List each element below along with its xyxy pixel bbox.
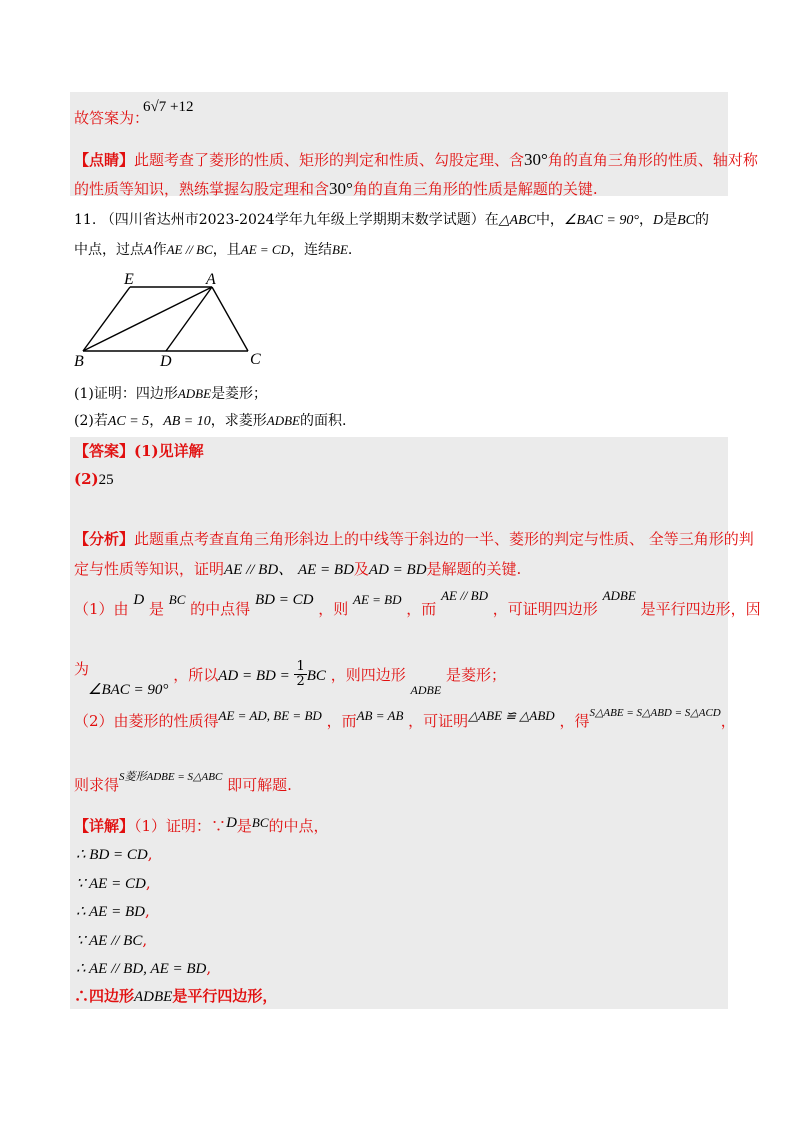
prev-answer-label: 故答案为： — [74, 109, 150, 127]
s4-text-b: 即可解题. — [227, 776, 292, 794]
s2-frac-den: 2 — [296, 673, 305, 689]
s2-text-c: ，则四边形 — [330, 666, 406, 685]
s1-pt-d: D — [133, 592, 145, 608]
comment-text-1b: 角的直角三角形的性质、轴对称 — [547, 151, 758, 169]
analysis-math-3: AD = BD — [368, 562, 427, 578]
analysis-math-1: AE // BD、 — [224, 562, 294, 578]
label-e: E — [124, 271, 134, 288]
analysis-math-2: AE = BD — [297, 562, 354, 578]
problem-text-2a: 中点，过点 — [74, 242, 144, 258]
problem-ae-eq-cd: AE = CD — [240, 242, 290, 257]
problem-line-1 — [74, 213, 709, 228]
analysis-step-1-math — [88, 654, 506, 699]
q2-text-a: (2)若 — [74, 413, 108, 429]
detail-line-7 — [74, 989, 277, 1005]
comment-text-2b: 角的直角三角形的性质是解题的关键. — [352, 180, 598, 198]
problem-zh-zuo: 作 — [152, 242, 167, 258]
comment-deg-1: 30° — [524, 150, 548, 169]
question-1 — [74, 387, 267, 401]
s1-text-d: ，而 — [406, 600, 437, 618]
q1-text-b: 是菱形； — [211, 386, 268, 402]
answer-part-1: (1)见详解 — [134, 442, 204, 460]
s1-text-a: （1）由 — [74, 600, 129, 618]
problem-source: （四川省达州市2023-2024学年九年级上学期期末数学试题）在 — [100, 212, 499, 228]
segment-ad — [166, 287, 212, 351]
s2-seg-bc: BC — [306, 668, 326, 685]
problem-angle-bac: ∠BAC = 90° — [563, 213, 639, 228]
analysis-text-1: 此题重点考查直角三角形斜边上的中线等于斜边的一半、菱形的判定与性质、 全等三角形的判 — [134, 530, 754, 548]
analysis-tag: 【分析】 — [74, 530, 135, 548]
detail-line-2 — [76, 847, 153, 863]
problem-period: . — [347, 242, 353, 258]
s1-is: 是 — [148, 600, 164, 618]
s3-congruence: △ABE ≌ △ABD — [468, 708, 555, 723]
q2-mid: ， — [149, 413, 164, 429]
comment-line-2 — [74, 180, 598, 197]
problem-tri-abc: △ABC — [498, 213, 536, 228]
s1-text-f: 是平行四边形，因 — [640, 600, 761, 618]
detail-comma-4: , — [144, 902, 150, 920]
s3-text-c: ，可证明 — [408, 712, 469, 730]
problem-pt-d: D — [652, 213, 664, 228]
s3-text-b: ，而 — [326, 712, 357, 730]
prev-answer-value — [143, 99, 193, 115]
segment-eb — [83, 287, 130, 351]
label-b: B — [74, 353, 84, 370]
analysis-line-2 — [74, 562, 521, 578]
problem-zh-in: 中， — [535, 212, 564, 228]
answer-line-1 — [74, 444, 204, 459]
s2-fraction — [294, 660, 306, 688]
label-d: D — [160, 353, 172, 370]
answer-part-2-label: (2) — [74, 470, 99, 488]
s2-eq: AD = BD = — [218, 668, 290, 685]
detail-line-4 — [76, 904, 150, 920]
problem-zh-link: ，连结 — [290, 242, 332, 258]
problem-seg-be: BE — [332, 242, 348, 257]
question-2 — [74, 414, 346, 429]
detail-comma-3: , — [145, 874, 151, 892]
problem-zh-de: 的 — [695, 212, 709, 228]
analysis-and: 及 — [353, 560, 369, 578]
problem-zh-is: 是 — [663, 212, 678, 228]
answer-tag: 【答案】 — [74, 442, 135, 460]
label-c: C — [250, 351, 261, 368]
detail-comma-2: , — [147, 845, 153, 863]
detail-text-1a: （1）证明：∵ — [134, 817, 227, 835]
q1-text-a: (1)证明：四边形 — [74, 386, 178, 402]
q2-ac: AC = 5 — [107, 414, 150, 429]
detail-pt-d: D — [226, 815, 237, 831]
detail-text-7b: 是平行四边形， — [172, 987, 278, 1005]
comment-deg-2: 30° — [329, 179, 353, 198]
analysis-text-2b: 是解题的关键. — [426, 560, 522, 578]
detail-quad: ADBE — [134, 989, 173, 1005]
q1-quad: ADBE — [177, 386, 212, 401]
detail-math-6: ∴ AE // BD, AE = BD — [76, 961, 207, 977]
comment-text-2a: 的性质等知识，熟练掌握勾股定理和含 — [74, 180, 330, 198]
q2-text-c: 的面积. — [299, 413, 347, 429]
detail-comma-6: , — [206, 959, 212, 977]
analysis-step-1-cont — [74, 662, 89, 677]
s2-angle: ∠BAC = 90° — [88, 682, 169, 699]
detail-line-5 — [76, 933, 147, 949]
comment-tag: 【点睛】 — [74, 151, 135, 169]
analysis-text-2a: 定与性质等知识，证明 — [74, 560, 225, 578]
s2-frac-num: 1 — [296, 659, 305, 674]
s2-text-d: 是菱形； — [445, 666, 506, 685]
s1-eq-3: AE // BD — [441, 588, 488, 603]
s3-text-e: ， — [720, 712, 736, 730]
answer-line-2 — [74, 472, 114, 488]
q2-ab: AB = 10 — [163, 414, 211, 429]
q2-quad: ADBE — [266, 413, 300, 428]
s3-eq-2: AB = AB — [356, 708, 404, 723]
problem-line-2 — [74, 243, 352, 258]
detail-math-3: ∵ AE = CD — [76, 876, 146, 892]
s3-area: S△ABE = S△ABD = S△ACD — [589, 707, 721, 719]
s1-seg-bc: BC — [168, 592, 186, 607]
problem-comma: ， — [638, 212, 653, 228]
problem-zh-qie: ，且 — [212, 242, 241, 258]
detail-math-4: ∴ AE = BD — [76, 904, 145, 920]
detail-text-1b: 的中点， — [268, 817, 329, 835]
s2-text-b: ，所以 — [173, 666, 219, 685]
q2-text-b: ，求菱形 — [210, 413, 267, 429]
segment-ac — [212, 287, 248, 351]
s3-eq-1: AE = AD, BE = BD — [218, 708, 322, 723]
detail-comma-5: , — [142, 931, 148, 949]
prev-answer-expression: 6√7 +12 — [143, 99, 194, 115]
s3-text-a: （2）由菱形的性质得 — [74, 712, 219, 730]
answer-part-2-value: 25 — [98, 472, 114, 488]
analysis-step-1 — [74, 588, 761, 618]
s1-quad: ADBE — [602, 588, 636, 603]
prev-answer-line — [74, 111, 149, 126]
detail-line-3 — [76, 876, 151, 892]
detail-text-7a: ∴四边形 — [74, 987, 135, 1005]
detail-line-6 — [76, 961, 211, 977]
problem-ae-par-bc: AE // BC — [166, 242, 213, 257]
s4-area: S菱形ADBE = S△ABC — [119, 771, 223, 783]
detail-is: 是 — [236, 817, 252, 835]
detail-math-2: ∴ BD = CD — [76, 847, 148, 863]
label-a: A — [206, 271, 216, 288]
s4-text-a: 则求得 — [74, 776, 120, 794]
s2-quad: ADBE — [410, 683, 442, 698]
analysis-line-1 — [74, 532, 754, 547]
s1-text-b: 的中点得 — [190, 600, 251, 618]
s2-text-a: 为 — [74, 660, 90, 678]
detail-tag: 【详解】 — [74, 817, 135, 835]
s1-text-e: ，可证明四边形 — [492, 600, 598, 618]
problem-number: 11. — [74, 212, 97, 228]
s1-text-c: ，则 — [318, 600, 349, 618]
detail-line-1 — [74, 815, 329, 835]
detail-math-5: ∵ AE // BC — [76, 933, 143, 949]
comment-text-1a: 此题考查了菱形的性质、矩形的判定和性质、勾股定理、含 — [134, 151, 525, 169]
problem-pt-a: A — [144, 243, 153, 258]
comment-line-1 — [74, 151, 758, 168]
s3-text-d: ，得 — [559, 712, 590, 730]
s1-eq-2: AE = BD — [353, 592, 402, 607]
problem-seg-bc: BC — [677, 213, 695, 228]
s1-eq-1: BD = CD — [254, 592, 314, 608]
segment-ba — [83, 287, 212, 351]
detail-seg-bc: BC — [251, 815, 269, 830]
